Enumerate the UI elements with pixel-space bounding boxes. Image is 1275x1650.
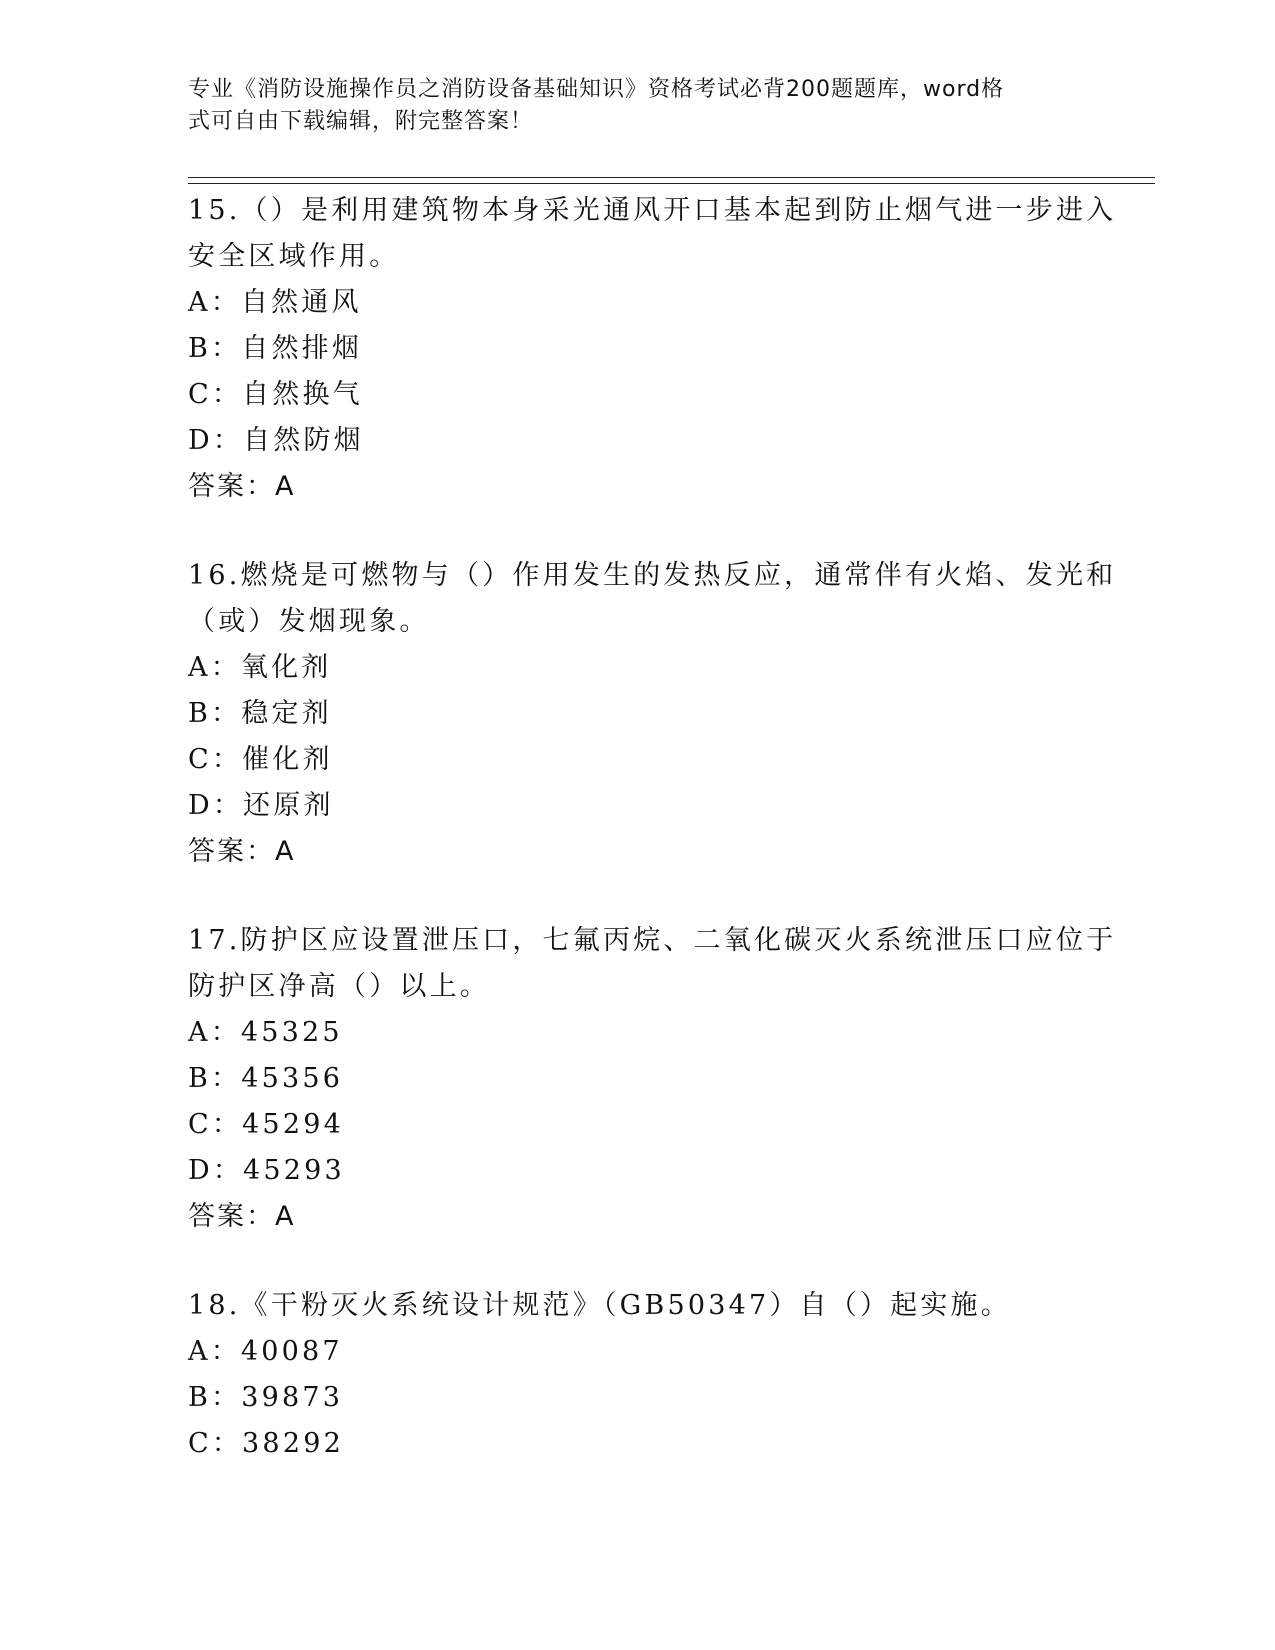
question-17: [188, 918, 1117, 1240]
question-stem: 15.（）是利用建筑物本身采光通风开口基本起到防止烟气进一步进入: [188, 195, 1117, 226]
option-a: A：氧化剂: [188, 652, 332, 683]
header-divider-top: [188, 177, 1155, 178]
question-stem: 17.防护区应设置泄压口，七氟丙烷、二氧化碳灭火系统泄压口应位于: [188, 925, 1117, 956]
question-stem-continued: （或）发烟现象。: [188, 606, 430, 637]
option-b: B：自然排烟: [188, 333, 363, 364]
option-b: B：45356: [188, 1063, 344, 1094]
answer: 答案：A: [188, 471, 296, 502]
option-c: C：45294: [188, 1109, 344, 1140]
question-16: [188, 553, 1117, 875]
option-a: A：自然通风: [188, 287, 362, 318]
option-b: B：稳定剂: [188, 698, 332, 729]
option-c: C：自然换气: [188, 379, 363, 410]
question-stem: 16.燃烧是可燃物与（）作用发生的发热反应，通常伴有火焰、发光和: [188, 560, 1117, 591]
answer: 答案：A: [188, 836, 296, 867]
question-stem-continued: 防护区净高（）以上。: [188, 971, 490, 1002]
question-list: [188, 188, 1117, 1467]
option-a: A：45325: [188, 1017, 343, 1048]
option-c: C：38292: [188, 1428, 344, 1459]
question-stem: 18.《干粉灭火系统设计规范》（GB50347）自（）起实施。: [188, 1290, 1011, 1321]
header-line-1: 专业《消防设施操作员之消防设备基础知识》资格考试必背200题题库，word格: [188, 77, 1005, 102]
question-15: [188, 188, 1117, 510]
header-divider-bottom: [188, 183, 1155, 184]
header-line-2: 式可自由下载编辑，附完整答案！: [188, 109, 534, 134]
option-d: D：45293: [188, 1155, 345, 1186]
option-a: A：40087: [188, 1336, 343, 1367]
question-stem-continued: 安全区域作用。: [188, 241, 400, 272]
option-c: C：催化剂: [188, 744, 333, 775]
option-d: D：自然防烟: [188, 425, 364, 456]
question-18: [188, 1283, 1088, 1467]
option-d: D：还原剂: [188, 790, 334, 821]
option-b: B：39873: [188, 1382, 344, 1413]
answer: 答案：A: [188, 1201, 296, 1232]
document-header: [188, 74, 1068, 138]
